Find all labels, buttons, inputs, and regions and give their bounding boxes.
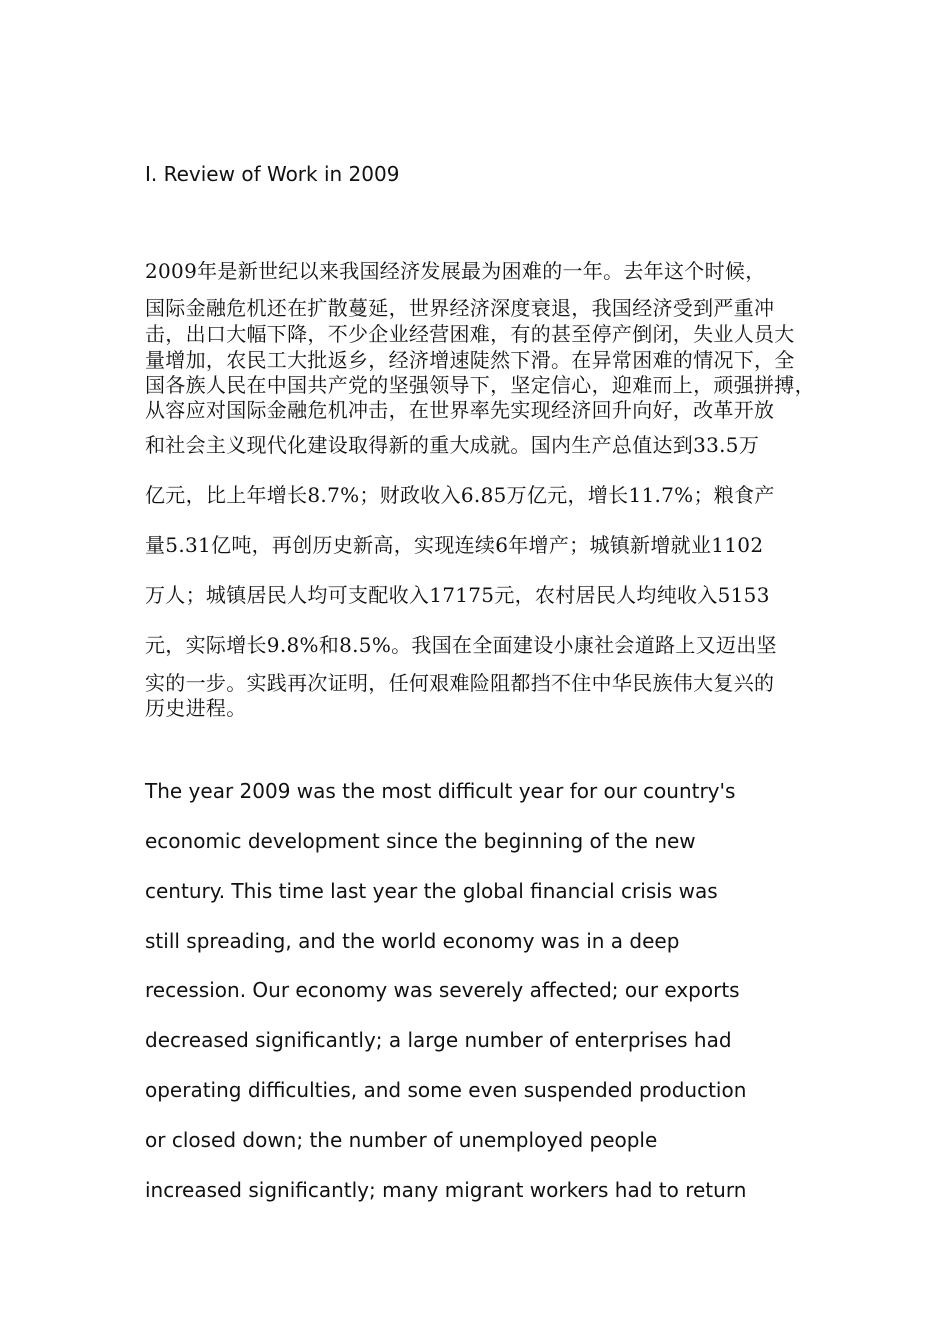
section-heading: I. Review of Work in 2009 <box>145 162 400 186</box>
chinese-line: 实的一步。实践再次证明，任何艰难险阻都挡不住中华民族伟大复兴的 <box>145 671 775 695</box>
chinese-line: 量5.31亿吨，再创历史新高，实现连续6年增产；城镇新增就业1102 <box>145 533 764 557</box>
chinese-line: 2009年是新世纪以来我国经济发展最为困难的一年。去年这个时候， <box>145 259 766 283</box>
chinese-line: 击，出口大幅下降，不少企业经营困难，有的甚至停产倒闭，失业人员大 <box>145 322 795 346</box>
english-line: The year 2009 was the most difficult year for our country's <box>145 779 736 803</box>
english-line: economic development since the beginning of the new <box>145 829 696 853</box>
english-line: recession. Our economy was severely affected; our exports <box>145 978 740 1002</box>
english-line: decreased significantly; a large number of enterprises had <box>145 1028 732 1052</box>
chinese-line: 量增加，农民工大批返乡，经济增速陡然下滑。在异常困难的情况下，全 <box>145 348 795 372</box>
english-line: still spreading, and the world economy was in a deep <box>145 929 680 953</box>
chinese-line: 和社会主义现代化建设取得新的重大成就。国内生产总值达到33.5万 <box>145 433 760 457</box>
chinese-line: 元，实际增长9.8%和8.5%。我国在全面建设小康社会道路上又迈出坚 <box>145 633 777 657</box>
english-line: operating difficulties, and some even suspended production <box>145 1078 747 1102</box>
english-line: increased significantly; many migrant workers had to return <box>145 1178 747 1202</box>
chinese-line: 历史进程。 <box>145 696 247 720</box>
chinese-line: 亿元，比上年增长8.7%；财政收入6.85万亿元，增长11.7%；粮食产 <box>145 483 775 507</box>
chinese-line: 万人；城镇居民人均可支配收入17175元，农村居民人均纯收入5153 <box>145 583 770 607</box>
english-line: or closed down; the number of unemployed people <box>145 1128 658 1152</box>
chinese-line: 国际金融危机还在扩散蔓延，世界经济深度衰退，我国经济受到严重冲 <box>145 296 775 320</box>
chinese-line: 从容应对国际金融危机冲击，在世界率先实现经济回升向好，改革开放 <box>145 398 775 422</box>
english-line: century. This time last year the global financial crisis was <box>145 879 718 903</box>
chinese-line: 国各族人民在中国共产党的坚强领导下，坚定信心，迎难而上，顽强拼搏， <box>145 373 815 397</box>
